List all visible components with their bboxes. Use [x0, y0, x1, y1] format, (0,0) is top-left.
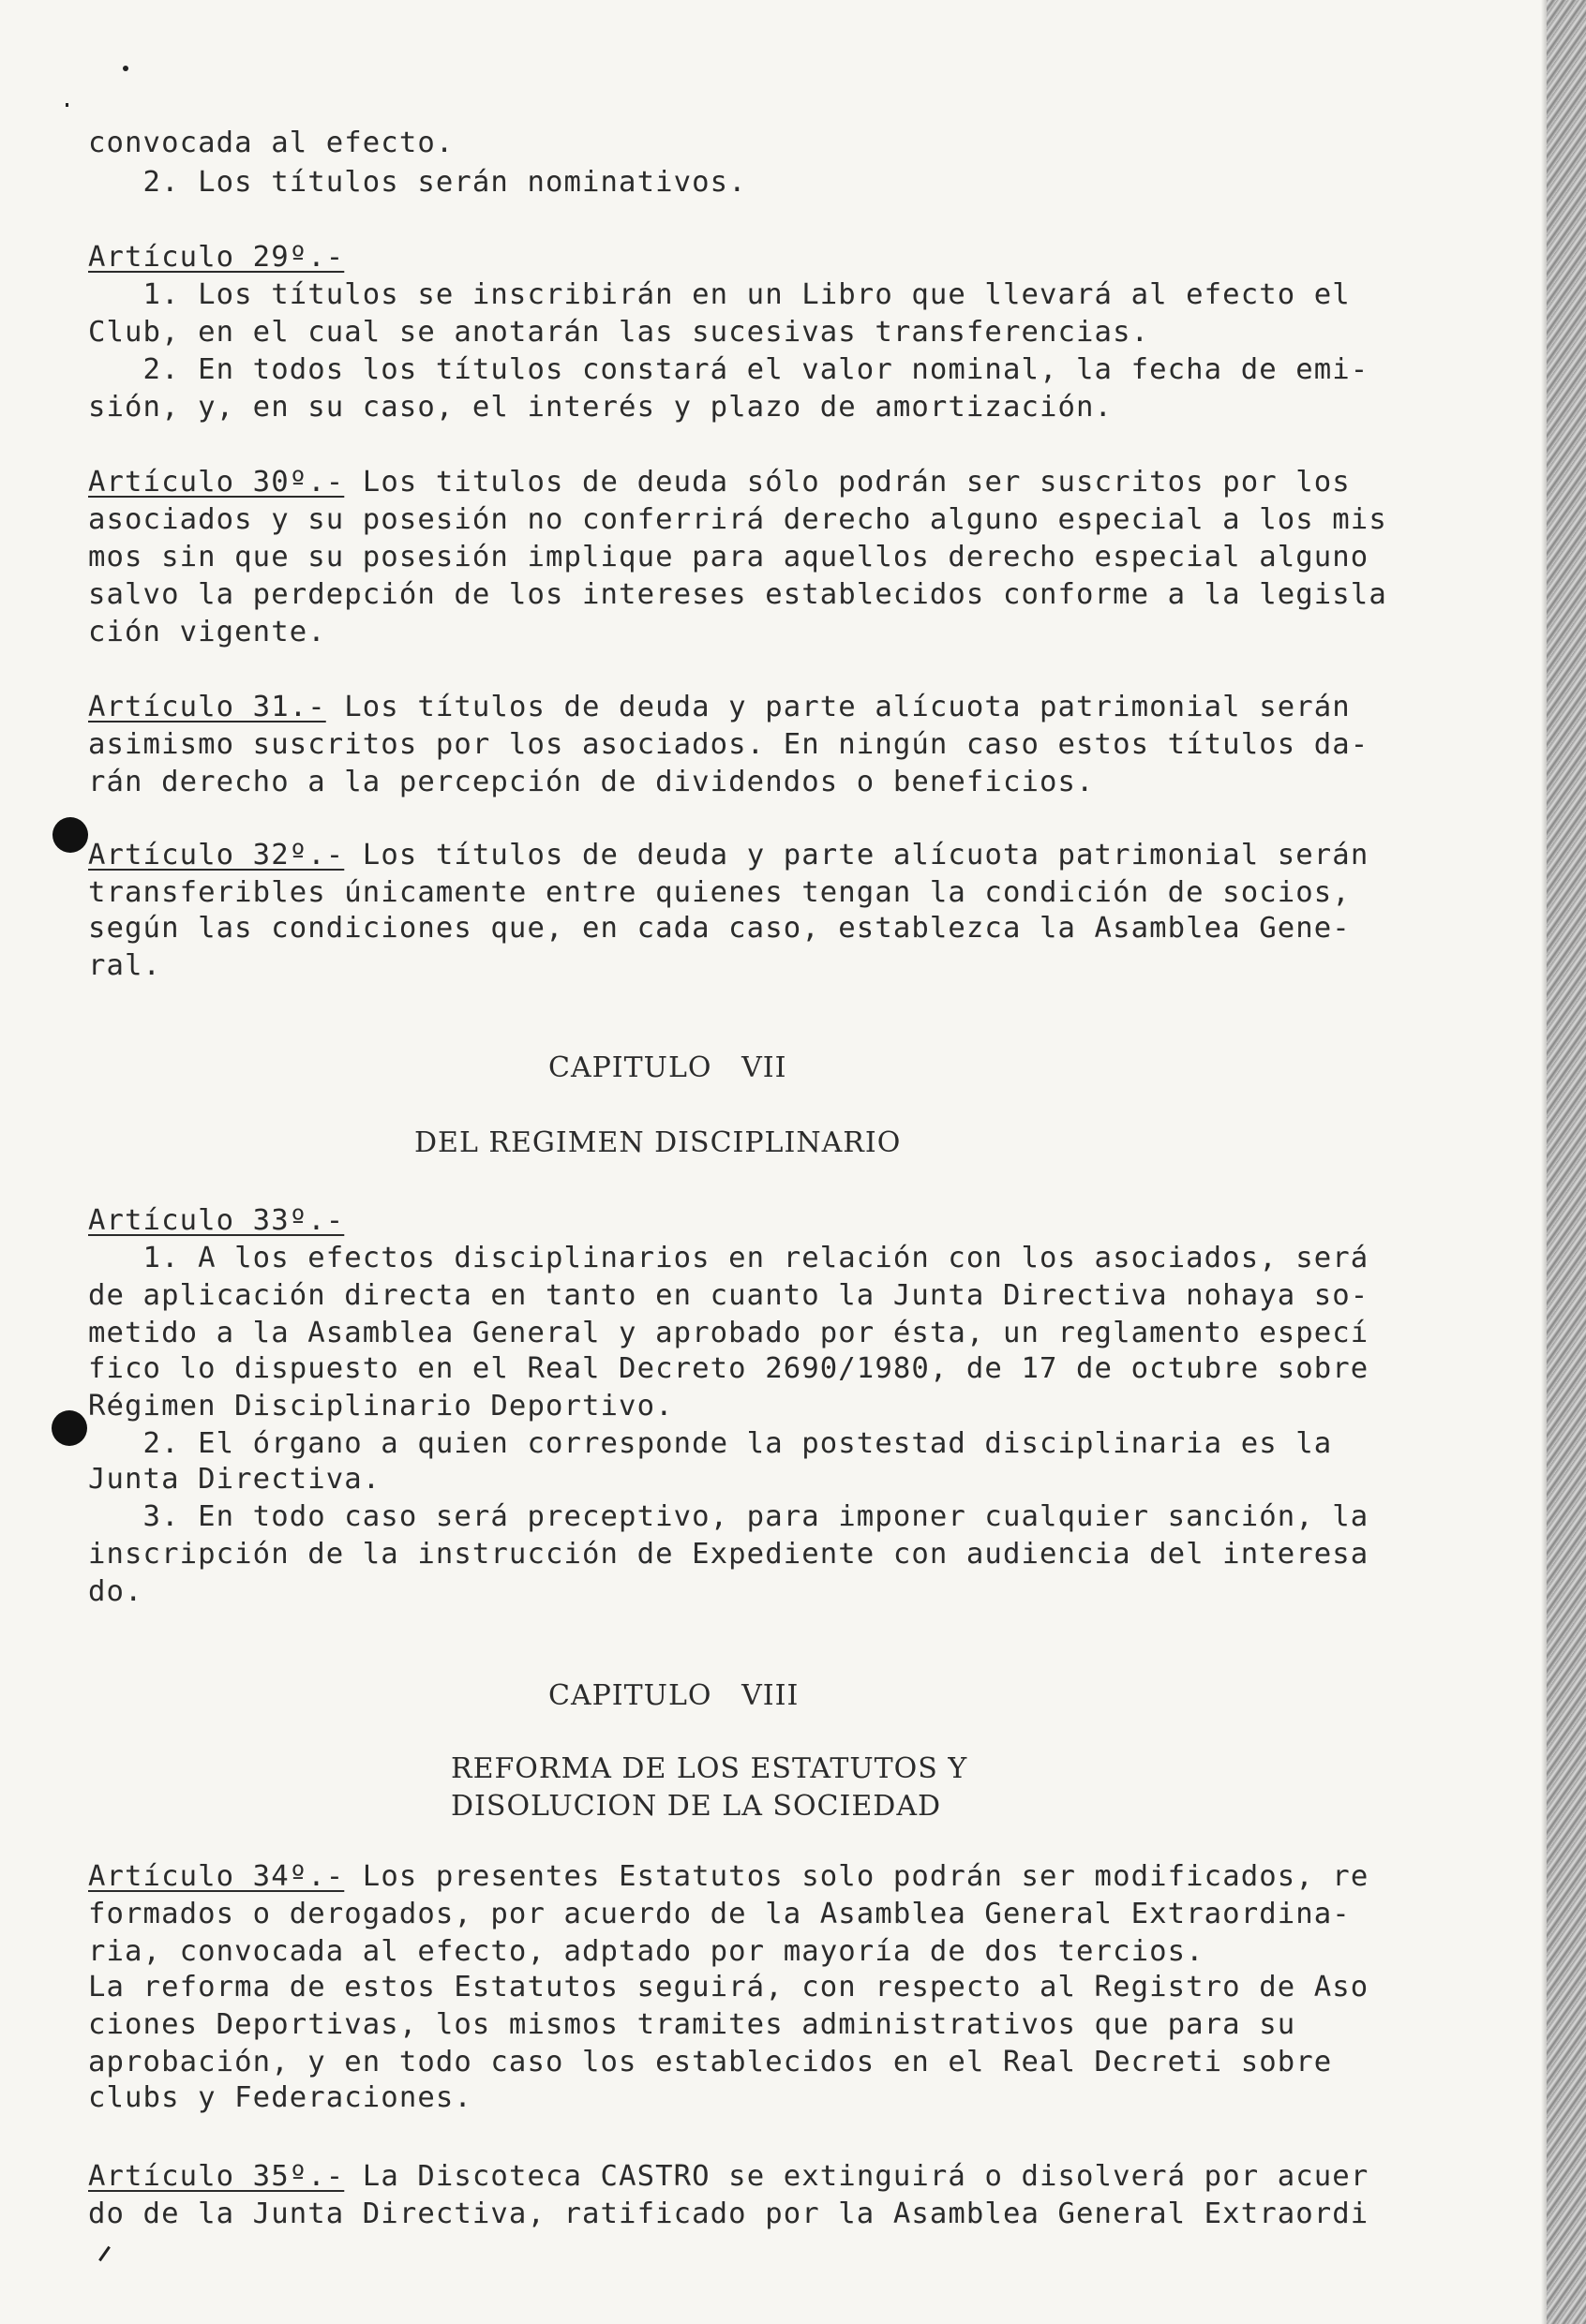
text-line — [88, 837, 1369, 874]
article-heading: Artículo 29º.- — [88, 241, 345, 274]
text-line — [88, 1896, 1351, 1933]
chapter-8-title: CAPITULO VIII — [548, 1679, 800, 1712]
text-line — [88, 464, 1351, 501]
chapter-7-subtitle: DEL REGIMEN DISCIPLINARIO — [414, 1126, 902, 1159]
punch-hole-mark — [52, 817, 88, 853]
text-line — [88, 1240, 1369, 1277]
text-span: do. — [88, 1575, 143, 1608]
article-heading: Artículo 35º.- — [88, 2160, 345, 2193]
text-line — [88, 2044, 1332, 2081]
text-span: asimismo suscritos por los asociados. En ningún caso estos títulos da- — [88, 728, 1369, 761]
article-heading: Artículo 34º.- — [88, 1860, 345, 1893]
text-span: La reforma de estos Estatutos seguirá, con respecto al Registro de Aso — [88, 1971, 1369, 2004]
text-span: 1. Los títulos se inscribirán en un Libro que llevará al efecto el — [88, 278, 1351, 311]
text-line — [88, 2006, 1295, 2044]
text-span: 2. El órgano a quien corresponde la postestad disciplinaria es la — [88, 1427, 1333, 1460]
text-line — [88, 614, 326, 651]
text-span: Régimen Disciplinario Deportivo. — [88, 1390, 674, 1423]
text-line — [88, 2079, 472, 2117]
text-line — [88, 501, 1387, 539]
chapter-8-subtitle-line1: REFORMA DE LOS ESTATUTOS Y — [451, 1752, 968, 1785]
text-line — [88, 164, 747, 201]
text-span: Los presentes Estatutos solo podrán ser modificados, re — [344, 1860, 1369, 1893]
article-heading: Artículo 30º.- — [88, 466, 345, 499]
scan-speck — [123, 66, 128, 71]
text-span: aprobación, y en todo caso los establecidos en el Real Decreti sobre — [88, 2046, 1333, 2078]
text-span: ral. — [88, 949, 162, 982]
text-span: metido a la Asamblea General y aprobado por ésta, un reglamento especí — [88, 1317, 1369, 1349]
text-line — [88, 2196, 1369, 2233]
text-line — [88, 314, 1149, 351]
text-span: Los títulos de deuda y parte alícuota patrimonial serán — [325, 691, 1351, 723]
text-line — [88, 2158, 1369, 2196]
text-span: convocada al efecto. — [88, 127, 455, 159]
text-span: clubs y Federaciones. — [88, 2081, 472, 2114]
article-heading: Artículo 32º.- — [88, 839, 345, 872]
punch-hole-mark — [52, 1410, 87, 1446]
text-line — [88, 1388, 674, 1425]
text-line — [88, 576, 1387, 614]
text-line — [88, 764, 1095, 801]
text-line — [88, 1498, 1369, 1536]
text-span: ria, convocada al efecto, adptado por mayoría de dos tercios. — [88, 1935, 1204, 1968]
text-span: asociados y su posesión no conferrirá derecho alguno especial a los mis — [88, 503, 1387, 536]
text-line — [88, 1461, 381, 1498]
text-span: 3. En todo caso será preceptivo, para imponer cualquier sanción, la — [88, 1500, 1369, 1533]
text-line — [88, 689, 1351, 726]
text-line — [88, 1969, 1369, 2006]
text-span: mos sin que su posesión implique para aquellos derecho especial alguno — [88, 541, 1369, 574]
text-span: La Discoteca CASTRO se extinguirá o disolverá por acuer — [344, 2160, 1369, 2193]
text-line — [88, 351, 1369, 389]
text-span: 2. Los títulos serán nominativos. — [88, 166, 747, 199]
text-span: ciones Deportivas, los mismos tramites administrativos que para su — [88, 2008, 1296, 2041]
scanned-page-edge — [1547, 0, 1586, 2324]
text-line — [88, 1858, 1369, 1896]
text-span: salvo la perdepción de los intereses establecidos conforme a la legisla — [88, 578, 1387, 611]
text-line — [88, 389, 1113, 426]
text-span: Club, en el cual se anotarán las sucesivas transferencias. — [88, 316, 1150, 349]
text-line — [88, 239, 344, 276]
text-span: rán derecho a la percepción de dividendos o beneficios. — [88, 766, 1095, 798]
chapter-8-subtitle-line2: DISOLUCION DE LA SOCIEDAD — [451, 1790, 942, 1823]
text-line — [88, 874, 1351, 912]
article-heading: Artículo 33º.- — [88, 1204, 345, 1237]
text-span: sión, y, en su caso, el interés y plazo de amortización. — [88, 391, 1114, 424]
text-line — [88, 539, 1369, 576]
text-line — [88, 726, 1369, 764]
text-line — [88, 276, 1351, 314]
scan-speck — [66, 103, 68, 107]
text-span: formados o derogados, por acuerdo de la Asamblea General Extraordina- — [88, 1898, 1351, 1930]
text-span: 2. En todos los títulos constará el valor nominal, la fecha de emi- — [88, 353, 1369, 386]
text-span: inscripción de la instrucción de Expediente con audiencia del interesa — [88, 1538, 1369, 1571]
text-span: ción vigente. — [88, 616, 326, 648]
text-span: Los títulos de deuda y parte alícuota patrimonial serán — [344, 839, 1369, 872]
scan-speck — [98, 2246, 111, 2261]
text-span: según las condiciones que, en cada caso, establezca la Asamblea Gene- — [88, 912, 1351, 945]
text-span: de aplicación directa en tanto en cuanto la Junta Directiva nohaya so- — [88, 1279, 1369, 1312]
chapter-7-title: CAPITULO VII — [548, 1051, 787, 1084]
text-line — [88, 1536, 1369, 1573]
text-line — [88, 1573, 143, 1611]
article-heading: Artículo 31.- — [88, 691, 326, 723]
text-line — [88, 1350, 1369, 1388]
text-line — [88, 1425, 1332, 1463]
text-span: transferibles únicamente entre quienes tengan la condición de socios, — [88, 876, 1351, 909]
text-line — [88, 947, 161, 985]
text-span: do de la Junta Directiva, ratificado por la Asamblea General Extraordi — [88, 2197, 1369, 2230]
text-span: fico lo dispuesto en el Real Decreto 2690/1980, de 17 de octubre sobre — [88, 1352, 1369, 1385]
text-span: Junta Directiva. — [88, 1463, 382, 1496]
text-line — [88, 1202, 344, 1240]
text-line — [88, 1315, 1369, 1352]
text-line — [88, 1933, 1204, 1971]
text-line — [88, 1277, 1369, 1315]
text-span: 1. A los efectos disciplinarios en relación con los asociados, será — [88, 1242, 1369, 1274]
text-line — [88, 910, 1351, 947]
text-line — [88, 125, 454, 162]
page-edge-shadow — [1541, 0, 1547, 2324]
text-span: Los titulos de deuda sólo podrán ser suscritos por los — [344, 466, 1351, 499]
